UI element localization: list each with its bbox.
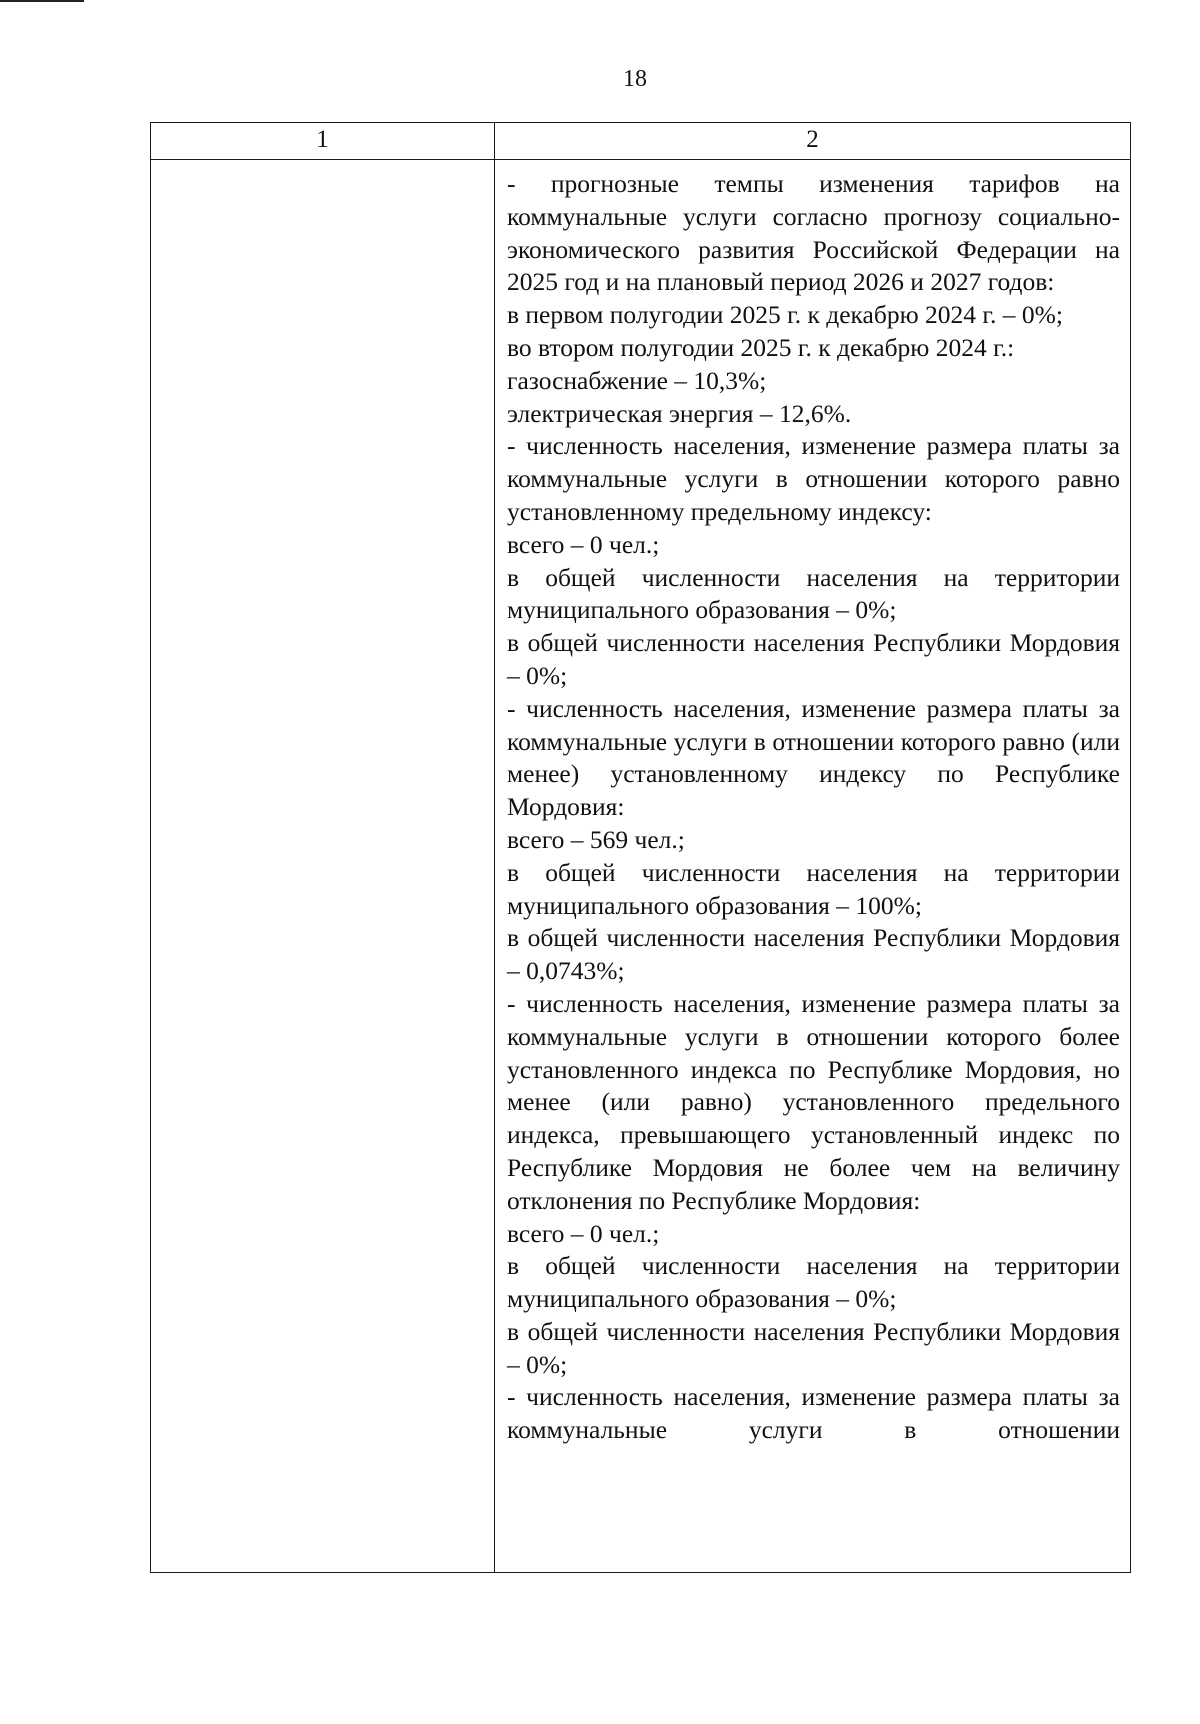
content-cell-1 (151, 160, 495, 1573)
scan-edge-line (0, 0, 84, 2)
document-table (150, 122, 1131, 1573)
paragraph: электрическая энергия – 12,6%. (507, 398, 852, 428)
paragraph: - численность населения, изменение размера платы за коммунальные услуги в отношении которого равно установленному предельному индексу: (507, 431, 1120, 526)
paragraph: в общей численности населения на территории муниципального образования – 100%; (507, 857, 1120, 920)
paragraph: газоснабжение – 10,3%; (507, 365, 767, 395)
paragraph-continued: - численность населения, изменение размера платы за коммунальные услуги в отношении (507, 1382, 1120, 1445)
paragraph: в общей численности населения на территории муниципального образования – 0%; (507, 1251, 1120, 1314)
paragraph: в общей численности населения на территории муниципального образования – 0%; (507, 562, 1120, 625)
content-cell-2 (495, 160, 1131, 1573)
paragraph: - прогнозные темпы изменения тарифов на коммунальные услуги согласно прогнозу социально-экономического развития Российской Федерации на 2025 год и на плановый период 2026 и 2027 годов: (507, 169, 1120, 297)
paragraph: в общей численности населения Республики Мордовия – 0%; (507, 1316, 1120, 1379)
table-header-row (151, 123, 1131, 160)
page-number: 18 (623, 66, 647, 92)
paragraph: всего – 0 чел.; (507, 1218, 660, 1248)
paragraph: всего – 569 чел.; (507, 824, 685, 854)
content-text (495, 160, 1130, 1447)
paragraph: - численность населения, изменение размера платы за коммунальные услуги в отношении которого более установленного индекса по Республике Мордовия, но менее (или равно) установленного предельного индекса, превышающего установленный индекс по Республике Мордовия не более чем на величину отклонения по Республике Мордовия: (507, 988, 1120, 1215)
paragraph: - численность населения, изменение размера платы за коммунальные услуги в отношении которого равно (или менее) установленному индексу по Республике Мордовия: (507, 693, 1120, 822)
paragraph: во втором полугодии 2025 г. к декабрю 2024 г.: (507, 332, 1015, 362)
header-cell-2: 2 (495, 123, 1131, 160)
paragraph: в первом полугодии 2025 г. к декабрю 2024 г. – 0%; (507, 300, 1063, 330)
table-content-row (151, 160, 1131, 1573)
paragraph: всего – 0 чел.; (507, 529, 660, 559)
paragraph: в общей численности населения Республики Мордовия – 0,0743%; (507, 923, 1120, 986)
header-cell-1: 1 (151, 123, 495, 160)
paragraph: в общей численности населения Республики Мордовия – 0%; (507, 628, 1120, 690)
